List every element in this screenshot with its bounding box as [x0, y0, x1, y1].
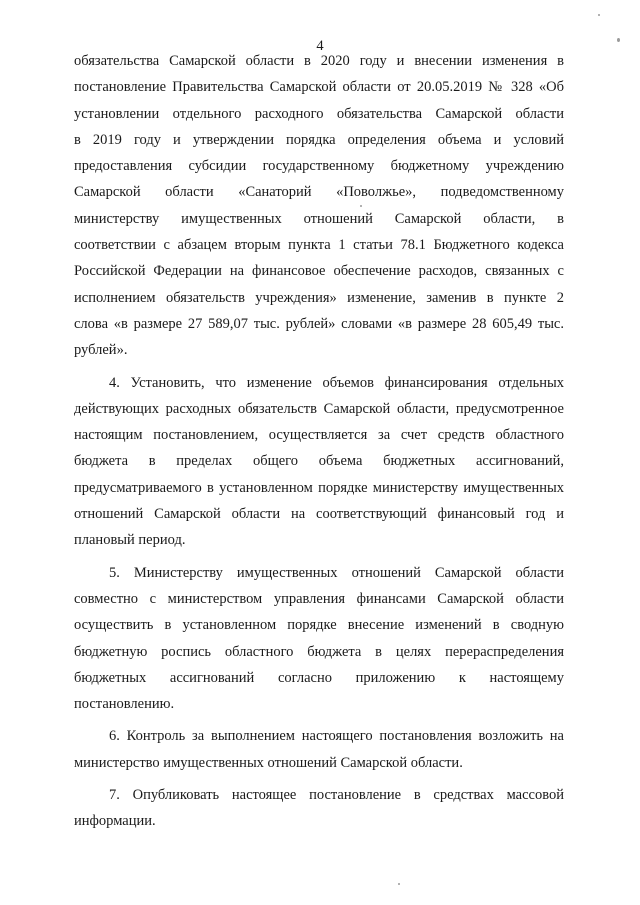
text-line: слова «в размере 27 589,07 тыс. рублей» словами «в размере 28 605,49 тыс.	[74, 315, 564, 332]
text-line: 4. Установить, что изменение объемов финансирования отдельных	[109, 374, 564, 391]
text-line: совместно с министерством управления финансами Самарской области	[74, 590, 564, 607]
text-line: установлении отдельного расходного обязательства Самарской области	[74, 105, 564, 122]
text-line: постановление Правительства Самарской области от 20.05.2019 № 328 «Об	[74, 79, 564, 96]
text-line: министерство имущественных отношений Самарской области.	[74, 754, 463, 771]
text-line: бюджетных ассигнований согласно приложению к настоящему	[74, 669, 564, 686]
text-line: рублей».	[74, 342, 128, 359]
text-line: 6. Контроль за выполнением настоящего постановления возложить на	[109, 728, 564, 745]
paragraph-item-4	[74, 370, 564, 554]
text-line: настоящим постановлением, осуществляется за счет средств областного	[74, 427, 564, 444]
scan-speck	[360, 205, 362, 207]
paragraph-continuation	[74, 48, 564, 364]
text-line: 7. Опубликовать настоящее постановление в средствах массовой	[109, 787, 564, 804]
paragraph-item-5	[74, 560, 564, 718]
scan-speck	[598, 14, 600, 16]
text-line: 5. Министерству имущественных отношений Самарской области	[109, 564, 564, 581]
document-body	[74, 48, 564, 835]
text-line: Самарской области «Санаторий «Поволжье», подведомственному	[74, 184, 564, 201]
text-line: действующих расходных обязательств Самарской области, предусмотренное	[74, 400, 564, 417]
paragraph-item-6	[74, 723, 564, 776]
text-line: осуществить в установленном порядке внесение изменений в сводную	[74, 617, 564, 634]
text-line: плановый период.	[74, 532, 186, 549]
paragraph-item-7	[74, 782, 564, 835]
text-line: бюджета в пределах общего объема бюджетных ассигнований,	[74, 453, 564, 470]
text-line: обязательства Самарской области в 2020 году и внесении изменения в	[74, 53, 564, 69]
text-line: министерству имущественных отношений Самарской области, в	[74, 210, 564, 227]
scan-speck	[398, 883, 400, 885]
text-line: предусматриваемого в установленном порядке министерству имущественных	[74, 479, 564, 496]
text-line: постановлению.	[74, 696, 175, 713]
page-number: 4	[316, 38, 324, 54]
text-line: исполнением обязательств учреждения» изменение, заменив в пункте 2	[74, 289, 564, 306]
text-line: отношений Самарской области на соответствующий финансовый год и	[74, 506, 564, 523]
scan-speck	[617, 38, 620, 42]
text-line: бюджетную роспись областного бюджета в целях перераспределения	[74, 643, 564, 660]
text-line: предоставления субсидии государственному бюджетному учреждению	[74, 158, 564, 175]
text-line: соответствии с абзацем вторым пункта 1 статьи 78.1 Бюджетного кодекса	[74, 237, 564, 254]
text-line: информации.	[74, 813, 156, 830]
text-line: Российской Федерации на финансовое обеспечение расходов, связанных с	[74, 263, 564, 280]
text-line: в 2019 году и утверждении порядка определения объема и условий	[74, 131, 564, 148]
